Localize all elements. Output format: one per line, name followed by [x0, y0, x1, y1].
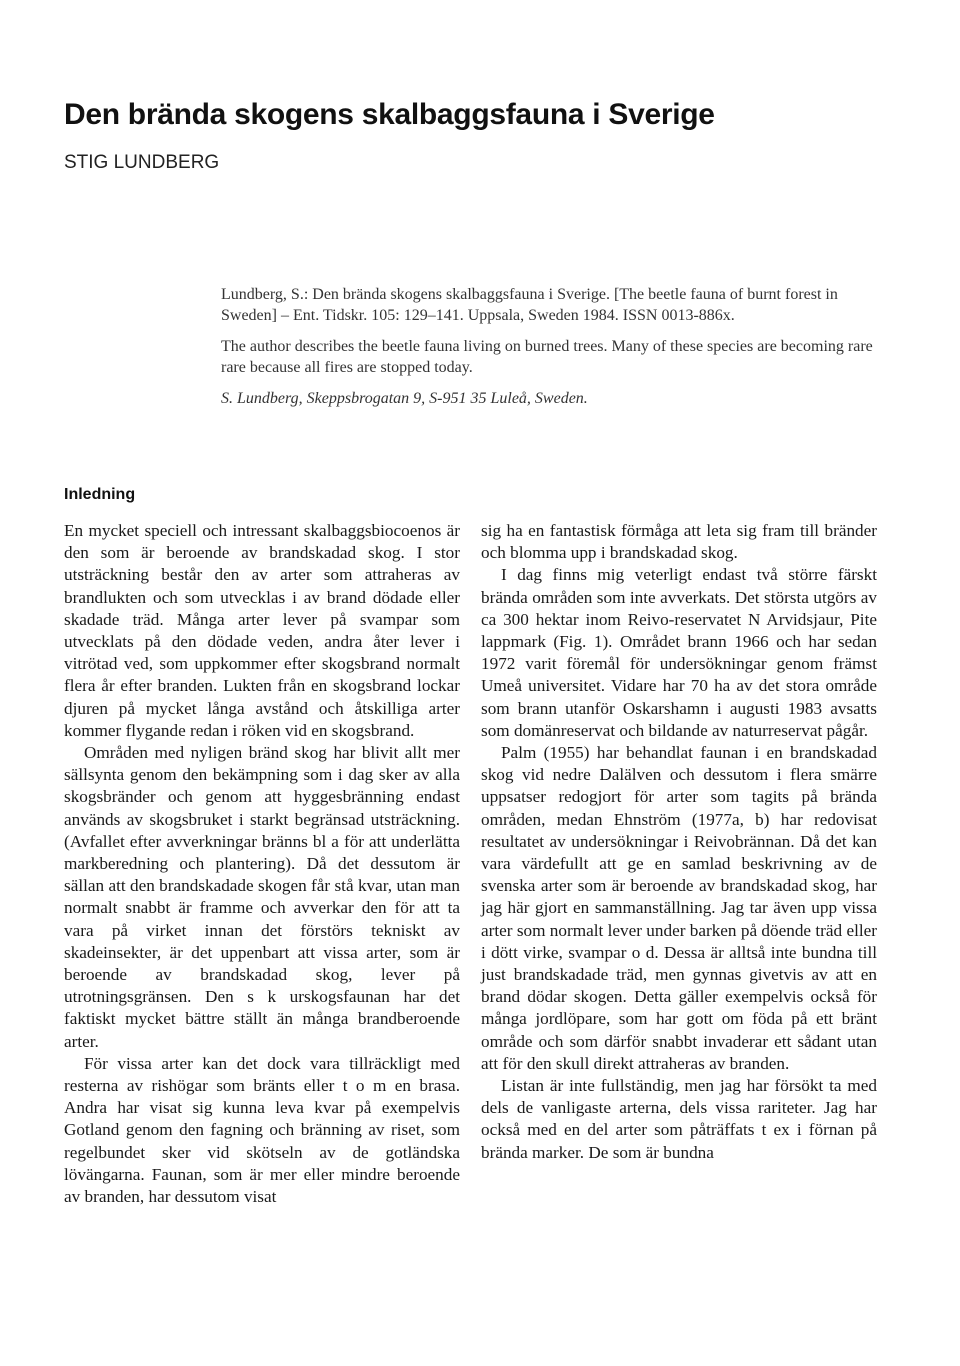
paragraph: En mycket speciell och intressant skalbaggsbiocoenos är den som är beroende av brandskadad skog. I stor utsträckning består den av arter som attraheras av brandlukten och som utvecklas i av brand dödade eller skadade träd. Många arter lever på svampar som utvecklats på den dödade veden, andra åter lever i vitrötad ved, som uppkommer efter skogsbrand normalt flera år efter branden. Lukten från en skogsbrand lockar djuren på mycket långa avstånd och åtskilliga arter kommer flygande redan i röken vid en skogsbrand.: [64, 521, 460, 740]
paragraph: Palm (1955) har behandlat faunan i en brandskadad skog vid nedre Dalälven och dessutom i flera smärre uppsatser redogjort för arter som tagits på brända områden, medan Ehnström (1977a, b) har redovisat resultatet av undersökningar i Reivobrännan. Då det kan vara värdefullt att ge en samlad beskrivning av de svenska arter som är beroende av brandskadad skog, har jag här gjort en sammanställning. Jag tar även upp vissa arter som normalt lever under barken på döende träd eller i dött virke, svampar o d. Dessa är alltså inte bundna till just brandskadade träd, men gynnas givetvis av att en brand dödar skogen. Detta gäller exempelvis också för många jordlöpare, som har gott om föda på ett bränt område och som därför snabbt invaderar ett sådant utan att för den skull direkt attraheras av branden.: [481, 743, 877, 1073]
abstract: [221, 284, 881, 419]
author-name: STIG LUNDBERG: [64, 152, 220, 173]
citation: Lundberg, S.: Den brända skogens skalbaggsfauna i Sverige. [The beetle fauna of burnt forest in Sweden] – Ent. Tidskr. 105: 129–141. Uppsala, Sweden 1984. ISSN 0013-886x.: [221, 286, 838, 324]
paragraph: För vissa arter kan det dock vara tillräckligt med resterna av rishögar som bränts eller t o m en brasa. Andra har visat sig kunna leva kvar på exempelvis Gotland genom den fagning och bränning av riset, som regelbundet sker vid skötseln av de gotländska lövängarna. Faunan, som är mer eller mindre beroende av branden, har dessutom visat: [64, 1053, 460, 1207]
paragraph: Områden med nyligen bränd skog har blivit allt mer sällsynta genom den bekämpning som i dag sker av alla skogsbränder och genom att hyggesbränning endast används av skogsbruket i starkt begränsad utsträckning. (Avfallet efter avverkningar bränns bl a för att underlätta markberedning och plantering). Då det dessutom är sällan att den brandskadade skogen får stå kvar, utan man normalt snabbt är framme och avverkar den för att ta vara på virket innan det förstörs tekniskt av skadeinsekter, är det uppenbart att vissa arter, som är beroende av brandskadad skog, lever på utrotningsgränsen. Den s k urskogsfaunan har det faktiskt mycket bättre ställt än många brandberoende arter.: [64, 743, 460, 1051]
section-heading: Inledning: [64, 486, 136, 503]
article-title: Den brända skogens skalbaggsfauna i Sverige: [64, 98, 715, 131]
body-column-right: [481, 520, 877, 1164]
body-column-left: [64, 520, 460, 1208]
author-address: S. Lundberg, Skeppsbrogatan 9, S-951 35 Luleå, Sweden.: [221, 390, 588, 407]
paragraph: I dag finns mig veterligt endast två större färskt brända områden som inte avverkats. Det största utgörs av ca 300 hektar inom Reivo-reservatet N Arvidsjaur, Pite lappmark (Fig. 1). Området brann 1966 och har sedan 1972 varit föremål för undersökningar genom främst Umeå universitet. Vidare har 70 ha av det stora område som brann utanför Oskarshamn i augusti 1983 avsatts som domänreservat och bildande av naturreservat pågår.: [481, 565, 877, 740]
paragraph: Listan är inte fullständig, men jag har försökt ta med dels de vanligaste arterna, dels vissa rariteter. Jag har också med en del arter som påträffats t ex i förnan på brända marker. De som är bundna: [481, 1076, 877, 1162]
paragraph: sig ha en fantastisk förmåga att leta sig fram till bränder och blomma upp i brandskadad skog.: [481, 521, 877, 563]
summary: The author describes the beetle fauna living on burned trees. Many of these species are becoming rare rare because all fires are stopped today.: [221, 338, 873, 376]
